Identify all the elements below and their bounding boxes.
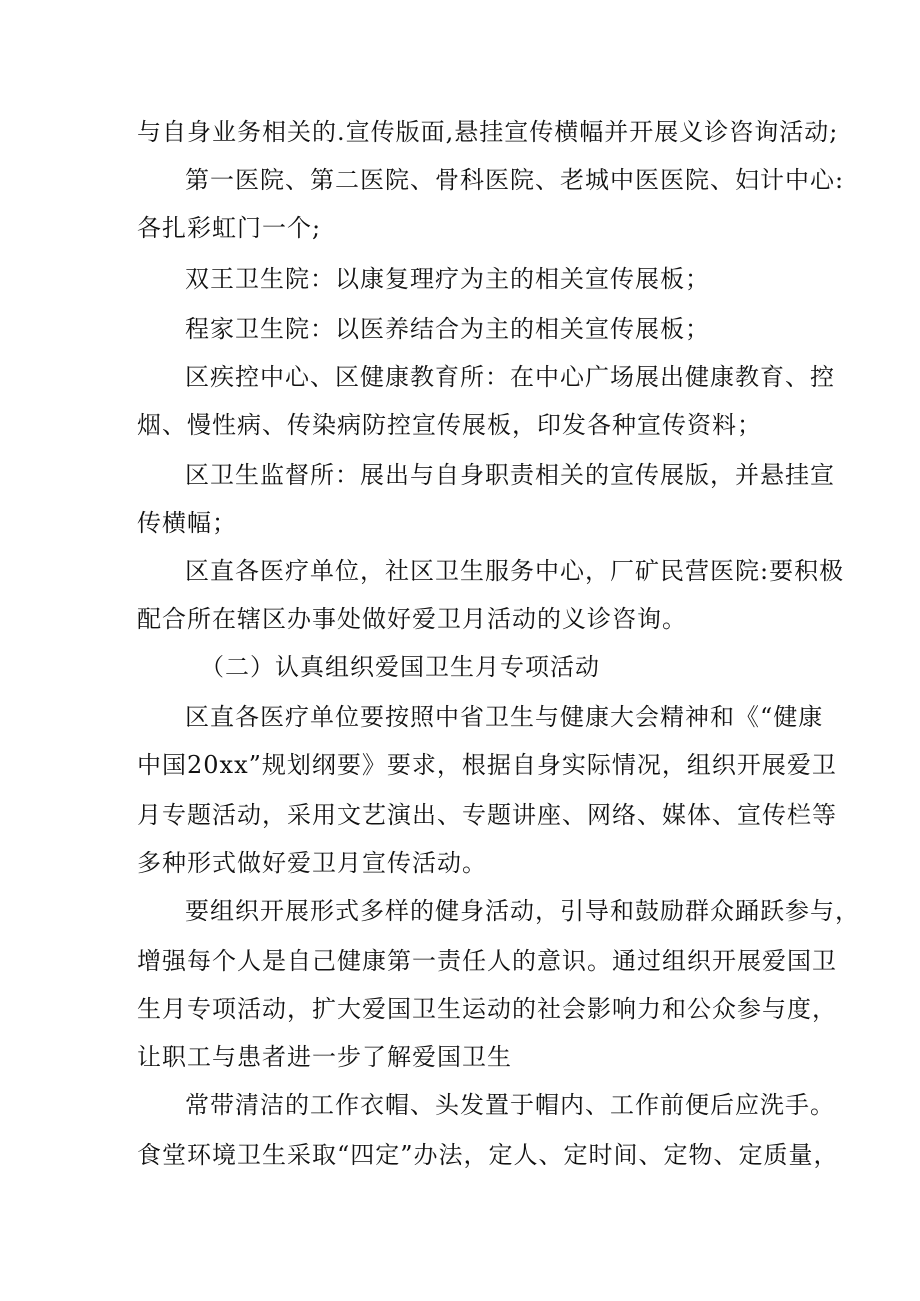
text-line: 常带清洁的工作衣帽、头发置于帽内、工作前便后应洗手。 [185, 1091, 835, 1119]
text-line: 区直各医疗单位，社区卫生服务中心，厂矿民营医院:要积极 [185, 557, 845, 585]
text-line: 区疾控中心、区健康教育所：在中心广场展出健康教育、控 [185, 363, 835, 391]
text-line: 中国20xx”规划纲要》要求，根据自身实际情况，组织开展爱卫 [137, 751, 837, 779]
text-line: 月专题活动，采用文艺演出、专题讲座、网络、媒体、宣传栏等 [137, 801, 837, 829]
section-heading: （二）认真组织爱国卫生月专项活动 [200, 653, 600, 681]
text-line: 区直各医疗单位要按照中省卫生与健康大会精神和《“健康 [185, 703, 824, 731]
text-line: 程家卫生院：以医养结合为主的相关宣传展板； [185, 315, 710, 343]
text-line: 双王卫生院：以康复理疗为主的相关宣传展板； [185, 265, 710, 293]
text-line: 配合所在辖区办事处做好爱卫月活动的义诊咨询。 [137, 605, 687, 633]
text-line: 区卫生监督所：展出与自身职责相关的宣传展版，并悬挂宣 [185, 461, 835, 489]
text-line: 第一医院、第二医院、骨科医院、老城中医医院、妇计中心: [185, 166, 845, 194]
text-line: 传横幅； [137, 509, 237, 537]
text-line: 烟、慢性病、传染病防控宣传展板，印发各种宣传资料； [137, 411, 762, 439]
text-line: 生月专项活动，扩大爱国卫生运动的社会影响力和公众参与度， [137, 995, 837, 1023]
text-line: 增强每个人是自己健康第一责任人的意识。通过组织开展爱国卫 [137, 947, 837, 975]
text-line: 与自身业务相关的.宣传版面,悬挂宣传横幅并开展义诊咨询活动; [137, 118, 839, 146]
text-line: 多种形式做好爱卫月宣传活动。 [137, 849, 487, 877]
text-line: 让职工与患者进一步了解爱国卫生 [137, 1043, 512, 1071]
text-line: 各扎彩虹门一个; [137, 214, 322, 242]
text-line: 要组织开展形式多样的健身活动，引导和鼓励群众踊跃参与， [185, 897, 860, 925]
text-line: 食堂环境卫生采取“四定”办法，定人、定时间、定物、定质量， [137, 1141, 839, 1169]
